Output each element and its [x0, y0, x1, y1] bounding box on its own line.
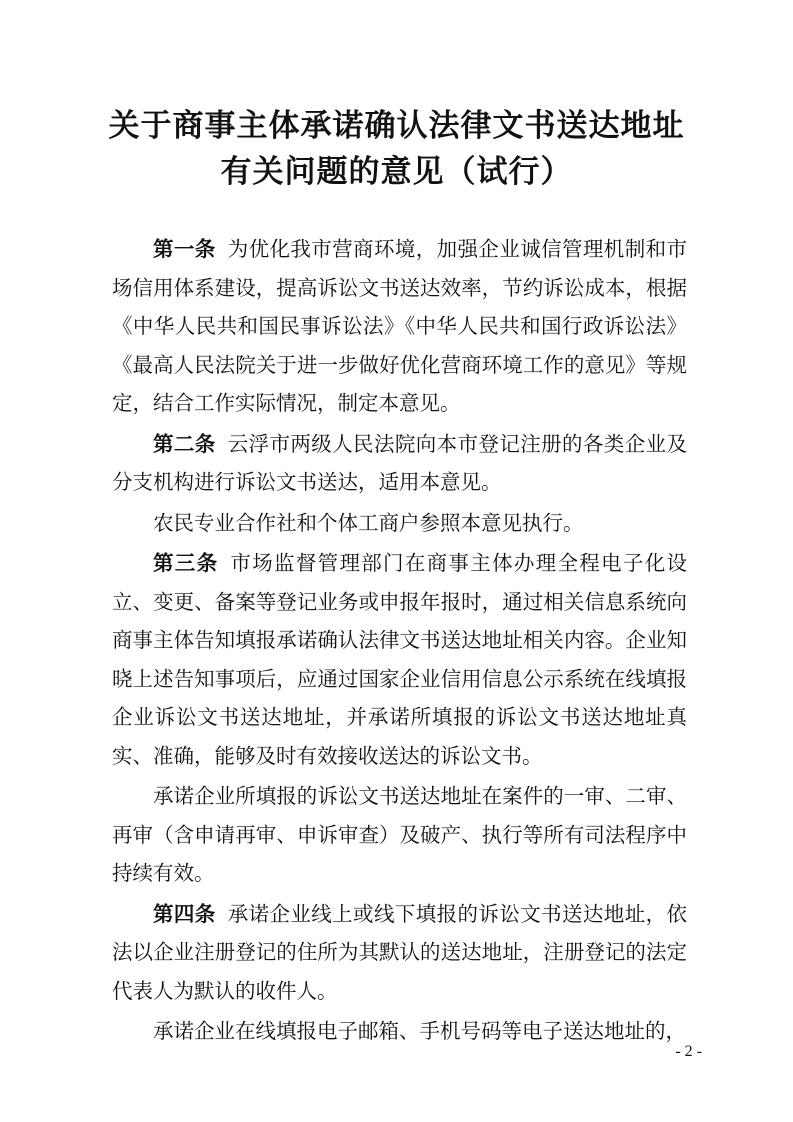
paragraph-text: 市场监督管理部门在商事主体办理全程电子化设立、变更、备案等登记业务或申报年报时，通过相关信息系统向商事主体告知填报承诺确认法律文书送达地址相关内容。企业知晓上述告知事项后，应通过国家企业信用信息公示系统在线填报企业诉讼文书送达地址，并承诺所填报的诉讼文书送达地址真实、准确，能够及时有效接收送达的诉讼文书。	[112, 551, 688, 768]
paragraph-text: 为优化我市营商环境，加强企业诚信管理机制和市场信用体系建设，提高诉讼文书送达效率，节约诉讼成本，根据《中华人民共和国民事诉讼法》《中华人民共和国行政诉讼法》《最高人民法院关于进一步做好优化营商环境工作的意见》等规定，结合工作实际情况，制定本意见。	[112, 237, 687, 415]
document-title-line2: 有关问题的意见（试行）	[220, 154, 573, 190]
paragraph-text: 云浮市两级人民法院向本市登记注册的各类企业及分支机构进行诉讼文书送达，适用本意见。	[112, 431, 687, 494]
article-number: 第三条	[153, 551, 219, 575]
article-number: 第一条	[153, 237, 216, 261]
paragraph-text: 承诺企业线上或线下填报的诉讼文书送达地址，依法以企业注册登记的住所为其默认的送达地址，注册登记的法定代表人为默认的收件人。	[112, 901, 687, 1003]
article-number: 第二条	[153, 431, 216, 456]
paragraph-article-2	[112, 425, 687, 502]
paragraph-article-2-supplement	[112, 504, 687, 543]
paragraph-article-3-supplement	[112, 777, 687, 893]
paragraph-article-4-supplement	[112, 1012, 687, 1051]
paragraph-text: 承诺企业所填报的诉讼文书送达地址在案件的一审、二审、再审（含申请再审、申诉审查）及破产、执行等所有司法程序中持续有效。	[112, 784, 687, 885]
paragraph-text: 承诺企业在线填报电子邮箱、手机号码等电子送达地址的，	[153, 1019, 686, 1043]
article-number: 第四条	[153, 901, 216, 926]
paragraph-article-4	[112, 895, 687, 1011]
paragraph-article-1	[112, 230, 687, 423]
paragraph-article-3	[112, 544, 687, 775]
paragraph-text: 农民专业合作社和个体工商户参照本意见执行。	[153, 510, 584, 535]
page-number: - 2 -	[675, 1043, 702, 1060]
document-title-line1: 关于商事主体承诺确认法律文书送达地址	[108, 108, 685, 144]
document-body	[112, 230, 687, 1051]
